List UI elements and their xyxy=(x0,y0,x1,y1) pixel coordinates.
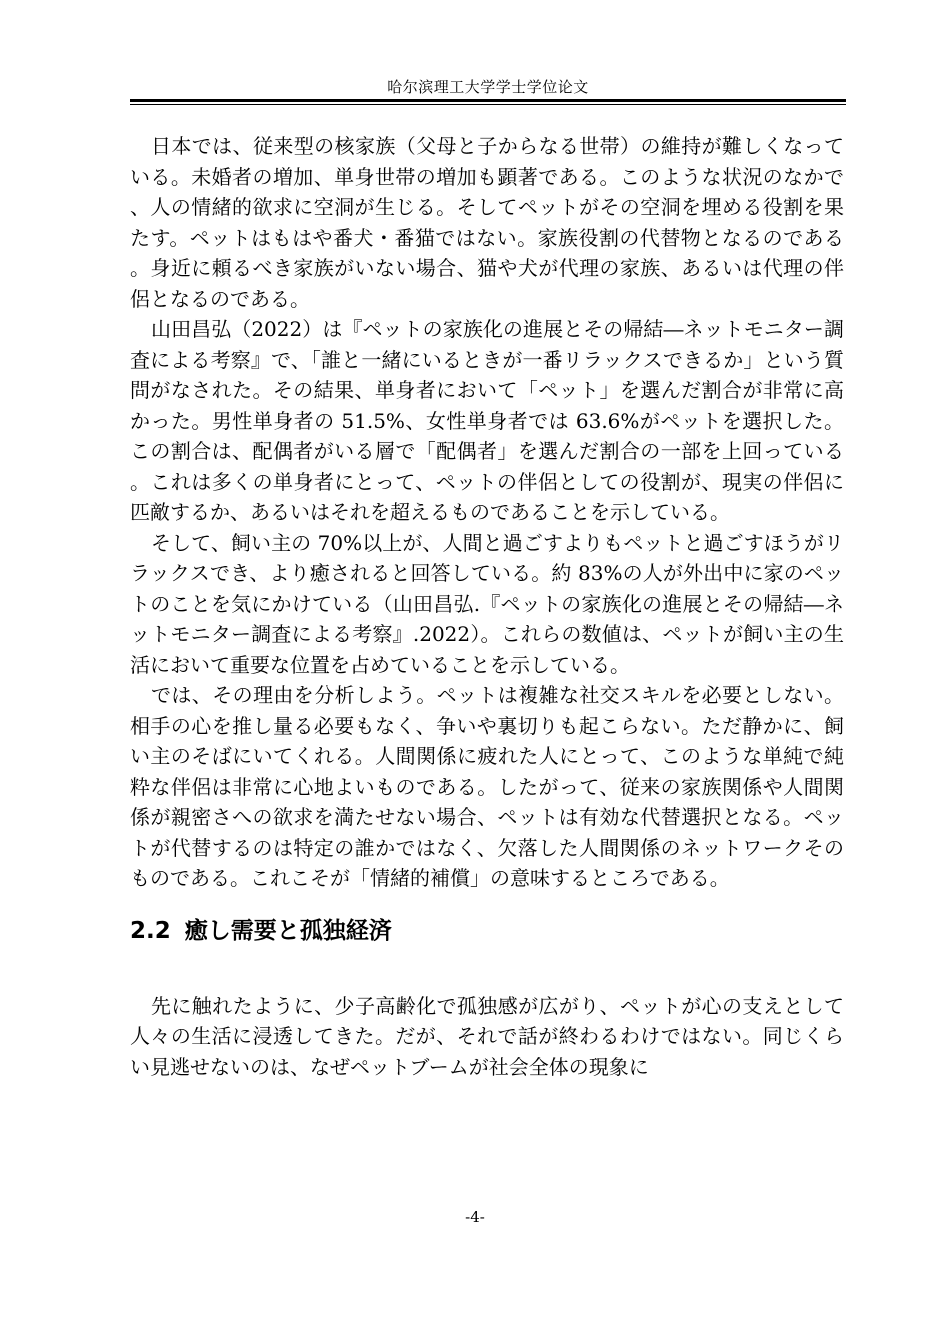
page-number: -4- xyxy=(465,1208,485,1226)
section-heading xyxy=(130,916,844,946)
section-title: 癒し需要と孤独経済 xyxy=(184,917,392,944)
header-rule-thick xyxy=(130,99,846,102)
body-paragraph: 先に触れたように、少子高齢化で孤独感が広がり、ペットが心の支えとして人々の生活に浸透してきた。だが、それで話が終わるわけではない。同じくらい見逃せないのは、なぜペットブームが社会全体の現象に xyxy=(130,993,844,1079)
section-number: 2.2 xyxy=(130,917,171,944)
page-body xyxy=(130,131,844,1082)
running-header: 哈尔滨理工大学学士学位论文 xyxy=(387,78,589,96)
body-paragraph: そして、飼い主の 70%以上が、人間と過ごすよりもペットと過ごすほうがリラックスでき、より癒されると回答している。約 83%の人が外出中に家のペットのことを気にかけている（山田昌弘.『ペットの家族化の進展とその帰結―ネットモニター調査による考察』.2022）。これらの数値は、ペットが飼い主の生活において重要な位置を占めていることを示している。 xyxy=(130,530,844,677)
body-paragraph: 山田昌弘（2022）は『ペットの家族化の進展とその帰結―ネットモニター調査による考察』で、「誰と一緒にいるときが一番リラックスできるか」という質問がなされた。その結果、単身者において「ペット」を選んだ割合が非常に高かった。男性単身者の 51.5%、女性単身者では 63.6%がペットを選択した。この割合は、配偶者がいる層で「配偶者」を選んだ割合の一部を上回っている。これは多くの単身者にとって、ペットの伴侶としての役割が、現実の伴侶に匹敵するか、あるいはそれを超えるものであることを示している。 xyxy=(130,317,844,524)
body-paragraph: 日本では、従来型の核家族（父母と子からなる世帯）の維持が難しくなっている。未婚者の増加、単身世帯の増加も顕著である。このような状況のなかで、人の情緒的欲求に空洞が生じる。そしてペットがその空洞を埋める役割を果たす。ペットはもはや番犬・番猫ではない。家族役割の代替物となるのである。身近に頼るべき家族がいない場合、猫や犬が代理の家族、あるいは代理の伴侶となるのである。 xyxy=(130,134,844,311)
header-rule-thin xyxy=(130,104,846,105)
body-paragraph: では、その理由を分析しよう。ペットは複雑な社交スキルを必要としない。相手の心を推し量る必要もなく、争いや裏切りも起こらない。ただ静かに、飼い主のそばにいてくれる。人間関係に疲れた人にとって、このような単純で純粋な伴侶は非常に心地よいものである。したがって、従来の家族関係や人間関係が親密さへの欲求を満たせない場合、ペットは有効な代替選択となる。ペットが代替するのは特定の誰かではなく、欠落した人間関係のネットワークそのものである。これこそが「情緒的補償」の意味するところである。 xyxy=(130,683,844,890)
